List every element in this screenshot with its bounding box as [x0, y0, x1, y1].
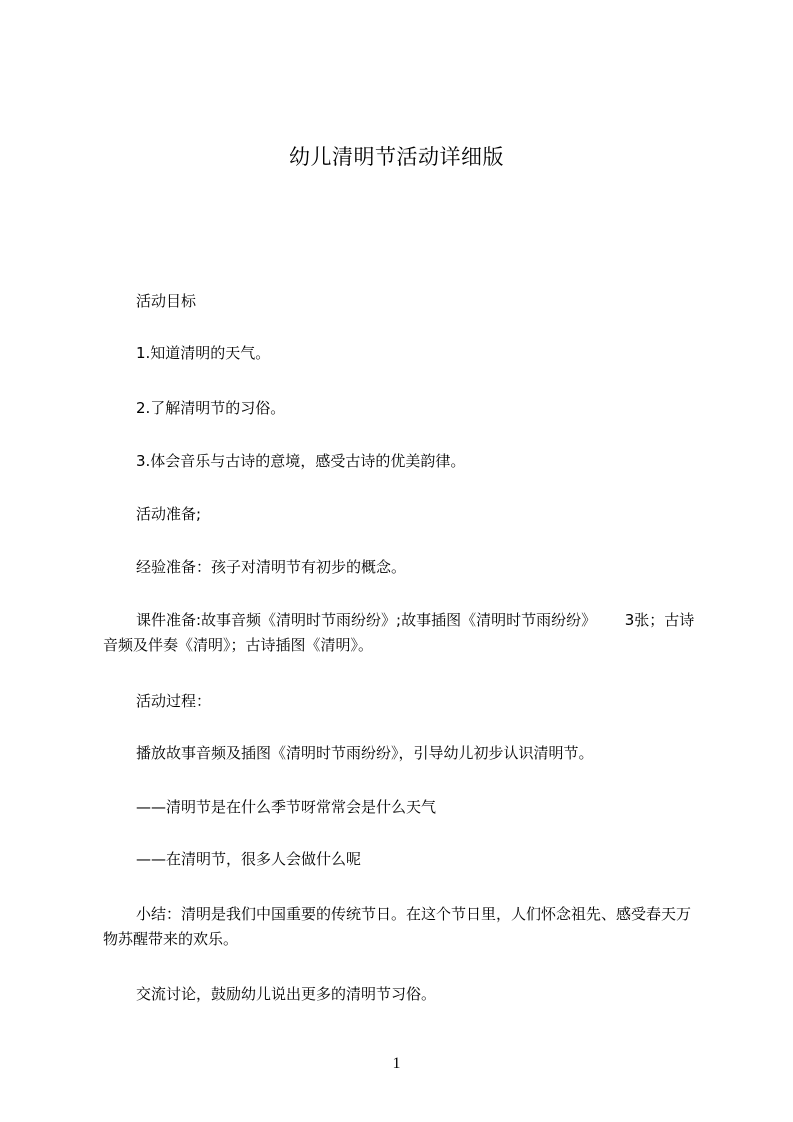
paragraph-discussion: 交流讨论，鼓励幼儿说出更多的清明节习俗。	[136, 985, 437, 1003]
paragraph-process-heading: 活动过程：	[136, 692, 212, 710]
paragraph-play-story: 播放故事音频及插图《清明时节雨纷纷》，引导幼儿初步认识清明节。	[136, 744, 594, 762]
paragraph-courseware-preparation: 课件准备:故事音频《清明时节雨纷纷》;故事插图《清明时节雨纷纷》 3张；古诗音频及伴奏《清明》；古诗插图《清明》。	[103, 611, 695, 654]
paragraph-experience-preparation: 经验准备：孩子对清明节有初步的概念。	[136, 558, 407, 576]
paragraph-goal-2: 2.了解清明节的习俗。	[136, 399, 286, 417]
document-title: 幼儿清明节活动详细版	[289, 145, 504, 169]
paragraph-activity-goals-heading: 活动目标	[136, 292, 197, 310]
paragraph-summary: 小结：清明是我们中国重要的传统节日。在这个节日里，人们怀念祖先、感受春天万物苏醒带来的欢乐。	[103, 905, 692, 948]
paragraph-goal-3: 3.体会音乐与古诗的意境，感受古诗的优美韵律。	[136, 452, 466, 470]
paragraph-preparation-heading: 活动准备;	[136, 505, 202, 523]
page-number: 1	[392, 1055, 401, 1072]
paragraph-goal-1: 1.知道清明的天气。	[136, 344, 271, 362]
paragraph-question-1: ——清明节是在什么季节呀常常会是什么天气	[136, 798, 437, 816]
paragraph-question-2: ——在清明节，很多人会做什么呢	[136, 850, 362, 868]
